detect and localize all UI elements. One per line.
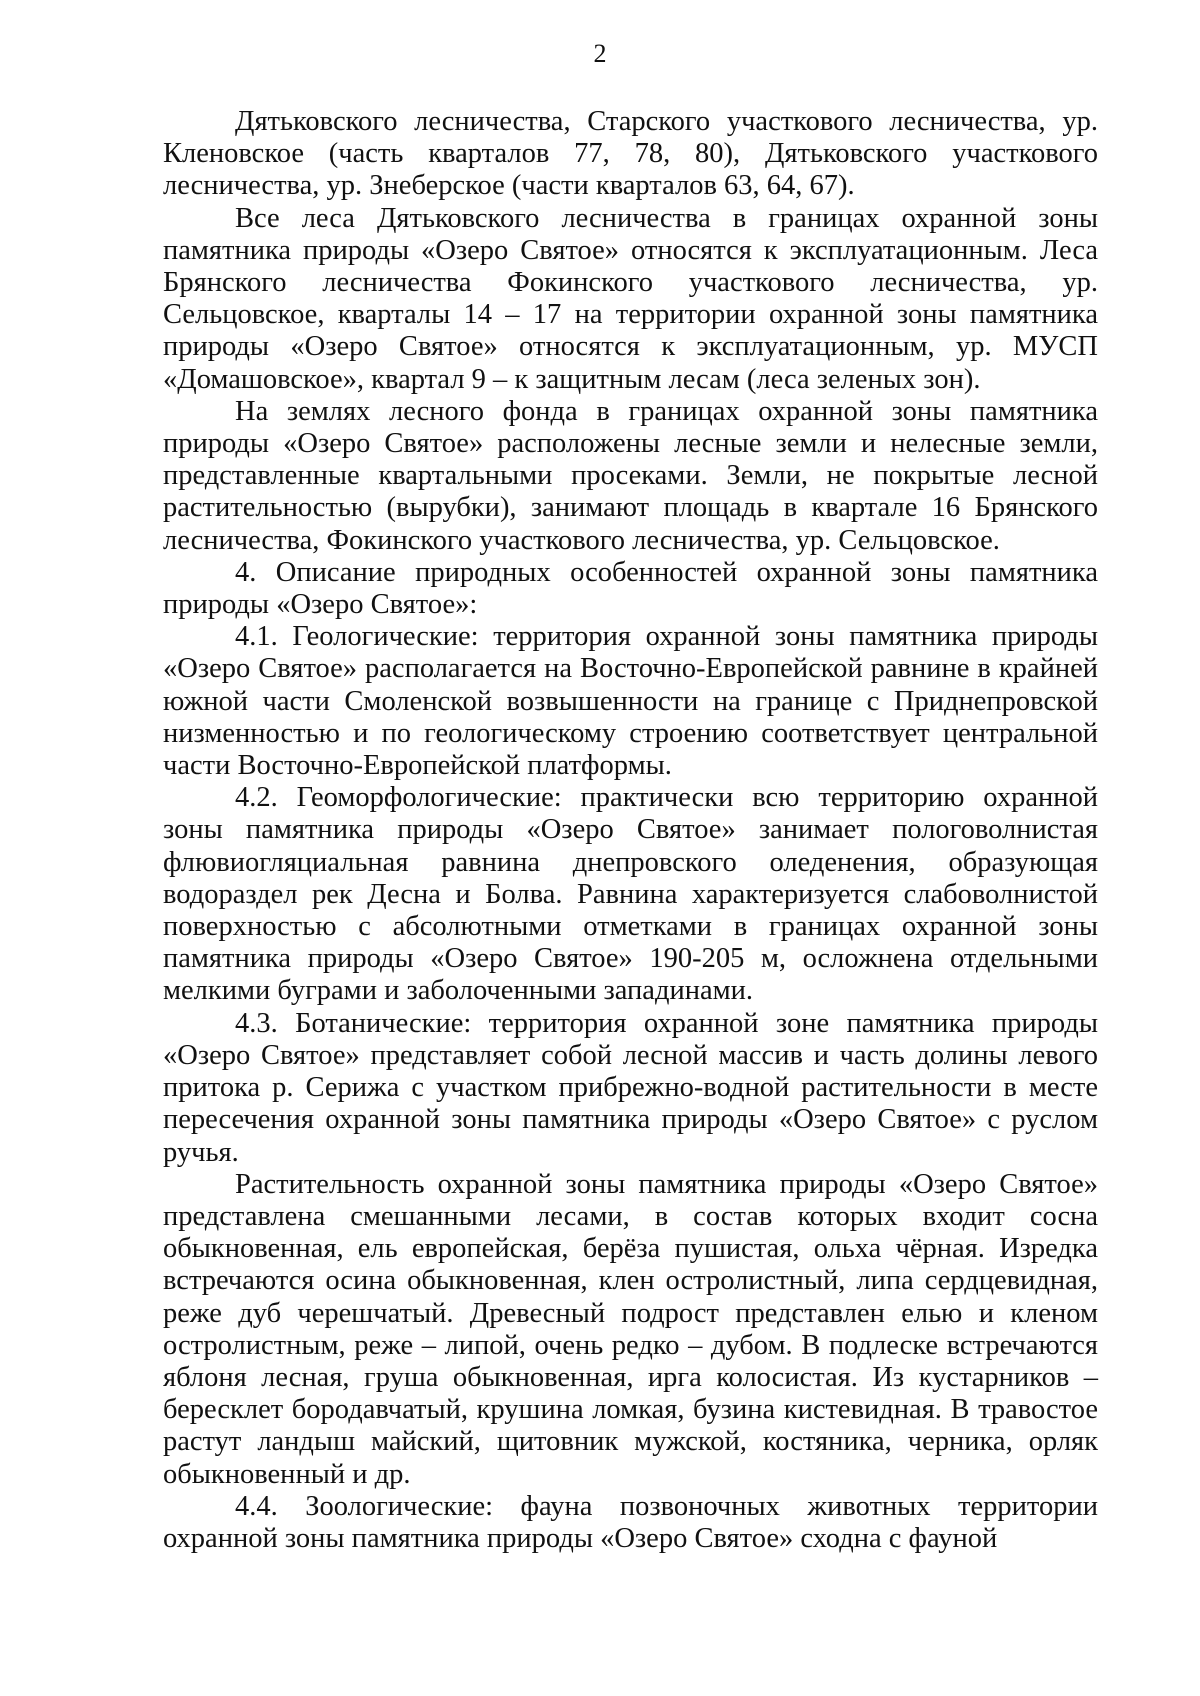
paragraph-geological: 4.1. Геологические: территория охранной зоны памятника природы «Озеро Святое» располагается на Восточно-Европейской равнине в крайней южной части Смоленской возвышенности на границе с Приднепровской низменностью и по геологическому строению соответствует центральной части Восточно-Европейской платформы.	[163, 621, 1098, 782]
paragraph-botanical: 4.3. Ботанические: территория охранной зоне памятника природы «Озеро Святое» представляет собой лесной массив и часть долины левого притока р. Серижа с участком прибрежно-водной растительности в месте пересечения охранной зоны памятника природы «Озеро Святое» с руслом ручья.	[163, 1007, 1098, 1168]
paragraph-forest-fund-lands: На землях лесного фонда в границах охранной зоны памятника природы «Озеро Святое» расположены лесные земли и нелесные земли, представленные квартальными просеками. Земли, не покрытые лесной растительностью (вырубки), занимают площадь в квартале 16 Брянского лесничества, Фокинского участкового лесничества, ур. Сельцовское.	[163, 395, 1098, 556]
paragraph-vegetation: Растительность охранной зоны памятника природы «Озеро Святое» представлена смешанными лесами, в состав которых входит сосна обыкновенная, ель европейская, берёза пушистая, ольха чёрная. Изредка встречаются осина обыкновенная, клен остролистный, липа сердцевидная, реже дуб черешчатый. Древесный подрост представлен елью и кленом остролистным, реже – липой, очень редко – дубом. В подлеске встречаются яблоня лесная, груша обыкновенная, ирга колосистая. Из кустарников – бересклет бородавчатый, крушина ломкая, бузина кистевидная. В травостое растут ландыш майский, щитовник мужской, костяника, черника, орляк обыкновенный и др.	[163, 1168, 1098, 1490]
paragraph-forestry-tracts: Дятьковского лесничества, Старского участкового лесничества, ур. Кленовское (часть кварталов 77, 78, 80), Дятьковского участкового лесничества, ур. Знеберское (части кварталов 63, 64, 67).	[163, 106, 1098, 202]
document-body	[163, 106, 1098, 1555]
paragraph-zoological: 4.4. Зоологические: фауна позвоночных животных территории охранной зоны памятника природы «Озеро Святое» сходна с фауной	[163, 1490, 1098, 1554]
section-heading-natural-features: 4. Описание природных особенностей охранной зоны памятника природы «Озеро Святое»:	[163, 556, 1098, 621]
page-number: 2	[593, 39, 607, 68]
paragraph-forest-categories: Все леса Дятьковского лесничества в границах охранной зоны памятника природы «Озеро Святое» относятся к эксплуатационным. Леса Брянского лесничества Фокинского участкового лесничества, ур. Сельцовское, кварталы 14 – 17 на территории охранной зоны памятника природы «Озеро Святое» относятся к эксплуатационным, ур. МУСП «Домашовское», квартал 9 – к защитным лесам (леса зеленых зон).	[163, 202, 1098, 395]
paragraph-geomorphological: 4.2. Геоморфологические: практически всю территорию охранной зоны памятника природы «Озеро Святое» занимает пологоволнистая флювиогляциальная равнина днепровского оледенения, образующая водораздел рек Десна и Болва. Равнина характеризуется слабоволнистой поверхностью с абсолютными отметками в границах охранной зоны памятника природы «Озеро Святое» 190-205 м, осложнена отдельными мелкими буграми и заболоченными западинами.	[163, 782, 1098, 1007]
